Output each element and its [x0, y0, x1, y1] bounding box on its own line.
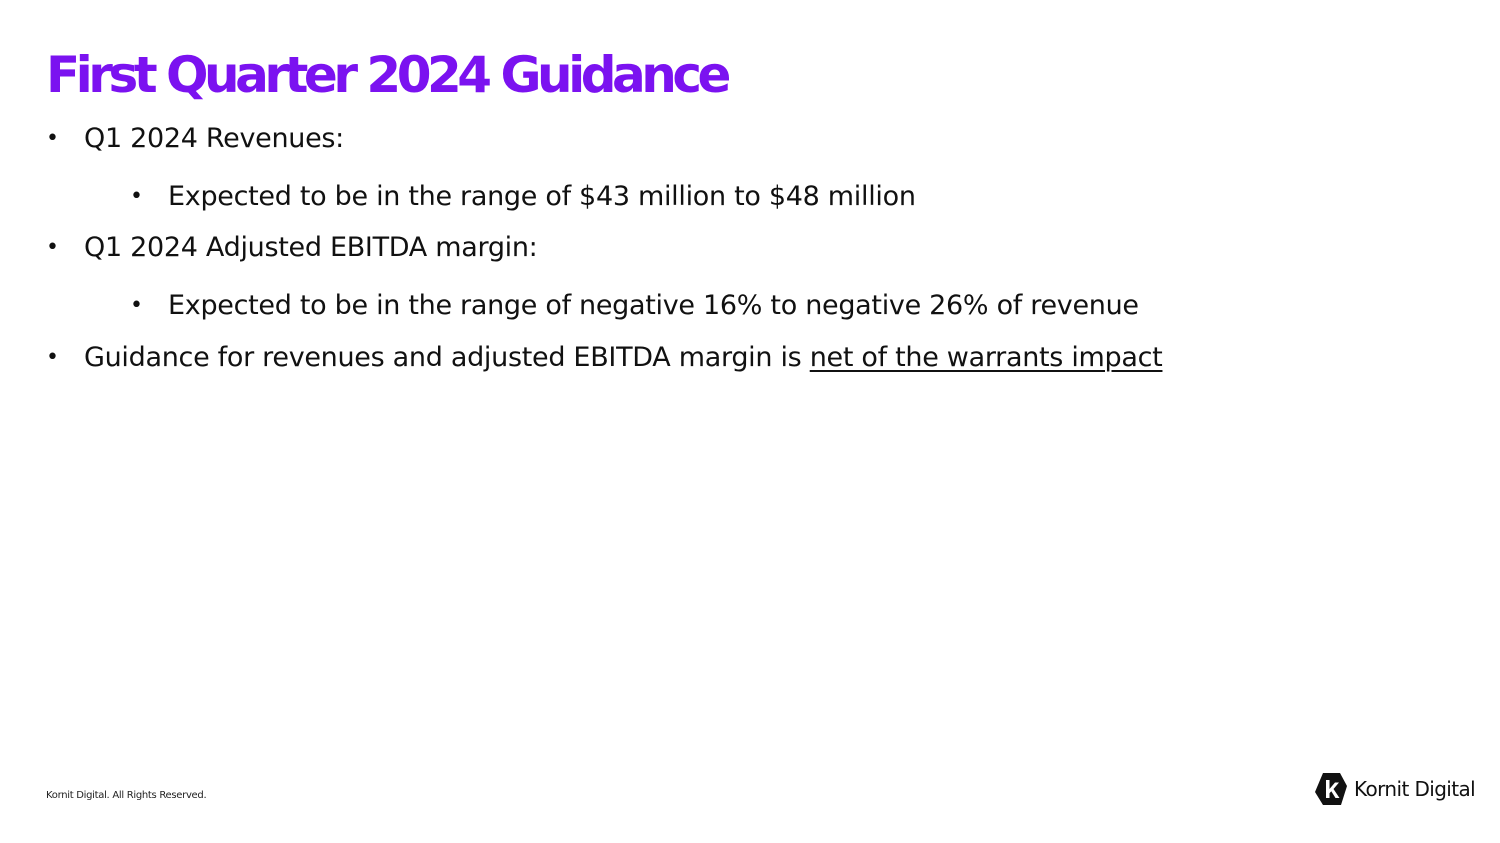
- bullet-dot: •: [46, 235, 59, 260]
- underlined-emphasis: net of the warrants impact: [809, 342, 1163, 373]
- kornit-k-logo-icon: [1314, 772, 1348, 806]
- bullet-dot: •: [46, 345, 59, 370]
- bullet-text: Guidance for revenues and adjusted EBITDA margin is: [84, 342, 810, 373]
- bullet-dot: •: [130, 184, 143, 209]
- bullet-q1-ebitda: [46, 231, 538, 265]
- bullet-text: Expected to be in the range of negative 16% to negative 26% of revenue: [168, 290, 1139, 321]
- kornit-digital-logo: [1314, 772, 1475, 806]
- bullet-revenue-range: [130, 180, 916, 214]
- bullet-guidance-note: [46, 341, 1163, 375]
- bullet-text: Q1 2024 Revenues:: [84, 123, 344, 154]
- bullet-text: Q1 2024 Adjusted EBITDA margin:: [84, 232, 538, 263]
- footer-copyright: Kornit Digital. All Rights Reserved.: [46, 790, 207, 801]
- bullet-dot: •: [46, 126, 59, 151]
- bullet-dot: •: [130, 293, 143, 318]
- bullet-ebitda-range: [130, 289, 1139, 323]
- slide-title: First Quarter 2024 Guidance: [46, 46, 727, 104]
- logo-wordmark: Kornit Digital: [1354, 777, 1476, 801]
- bullet-text: Expected to be in the range of $43 million to $48 million: [168, 181, 916, 212]
- bullet-q1-revenues: [46, 122, 344, 156]
